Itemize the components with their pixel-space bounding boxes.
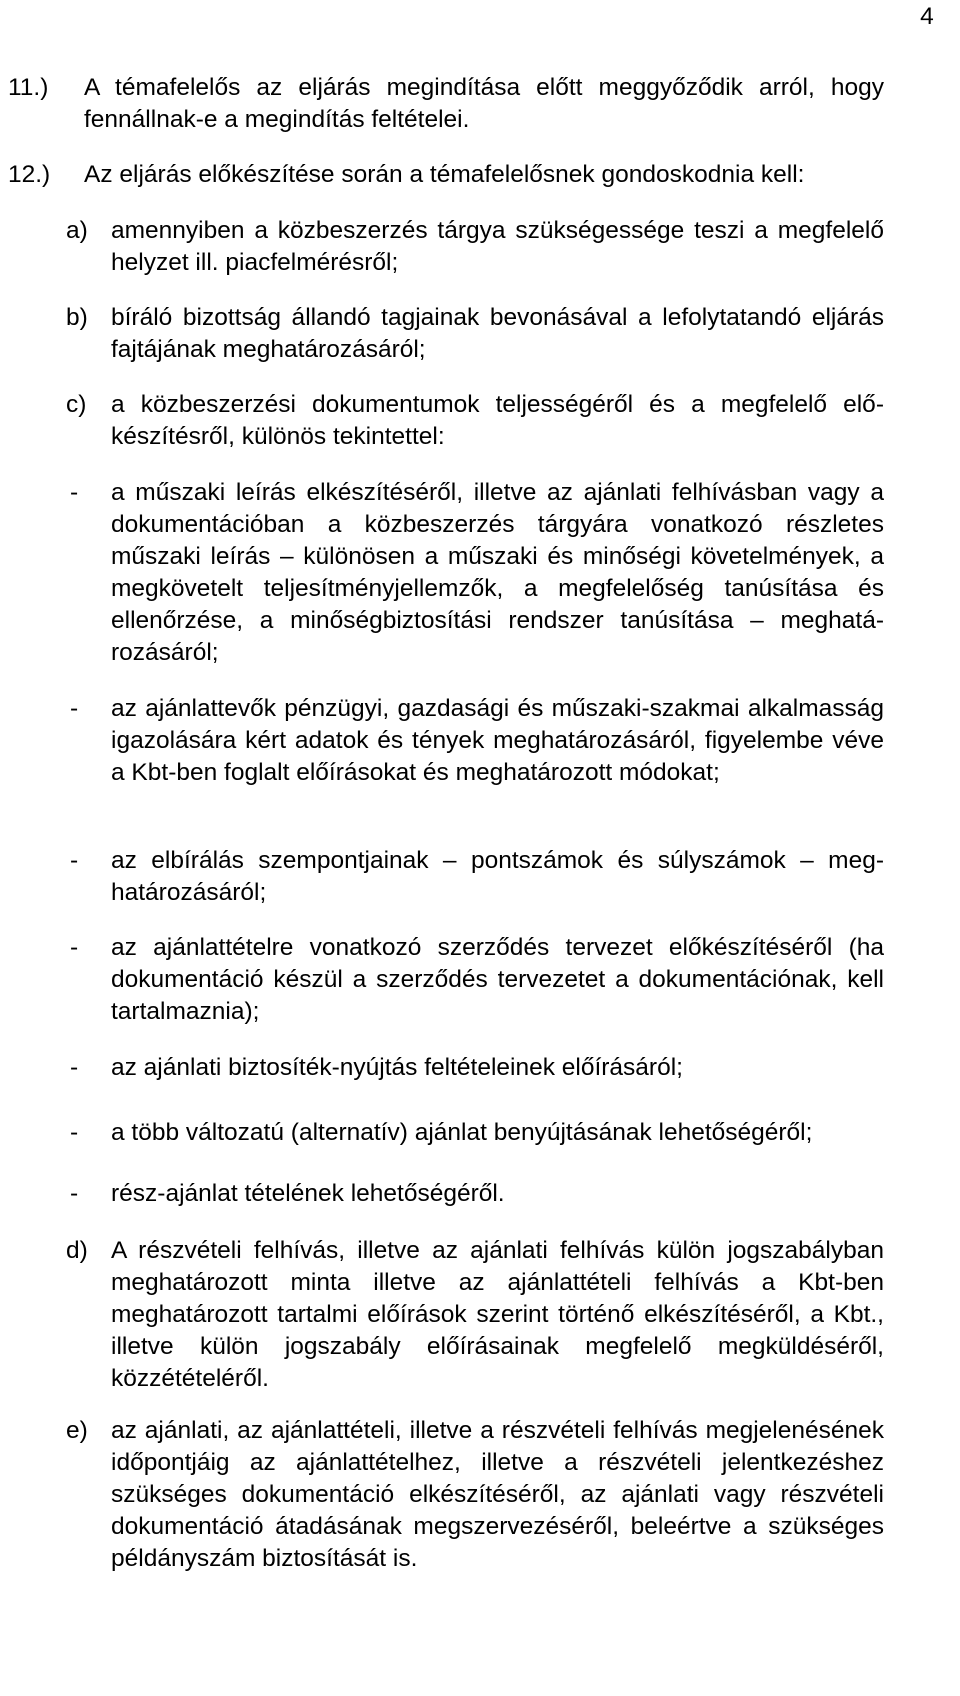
item-text: az elbírálás szempontjainak – pontszámok és súlyszámok – meghatározásáról; <box>111 847 884 906</box>
item-marker: c) <box>66 391 87 418</box>
page-number: 4 <box>920 3 934 30</box>
item-text: az ajánlati biztosíték-nyújtás feltételeinek előírásáról; <box>111 1054 683 1081</box>
item-text: A részvételi felhívás, illetve az ajánlati felhívás külön jogszabályban meghatározott minta illetve az ajánlattételi felhívás a Kbt-ben meghatározott tartalmi előírások szerint történő elkészítéséről, a Kbt., illetve külön jogszabály előírásainak megfelelő megküldéséről, közzétételéről. <box>111 1237 884 1392</box>
item-marker: e) <box>66 1417 88 1444</box>
item-text: rész-ajánlat tételének lehetőségéről. <box>111 1180 505 1207</box>
item-marker: a) <box>66 217 88 244</box>
item-marker: 12.) <box>8 161 51 188</box>
item-text: bíráló bizottság állandó tagjainak bevonásával a lefolytatandó eljárás fajtájának meghatározásáról; <box>111 304 884 363</box>
item-marker: - <box>70 479 79 506</box>
item-marker: - <box>70 847 79 874</box>
item-text: a közbeszerzési dokumentumok teljességéről és a megfelelő előkészítésről, különös tekintettel: <box>111 391 884 450</box>
item-marker: 11.) <box>8 74 49 101</box>
item-marker: b) <box>66 304 88 331</box>
item-marker: - <box>70 1119 79 1146</box>
item-text: a több változatú (alternatív) ajánlat benyújtásának lehetőségéről; <box>111 1119 813 1146</box>
item-text: Az eljárás előkészítése során a témafelelősnek gondoskodnia kell: <box>84 161 805 188</box>
item-marker: - <box>70 1054 79 1081</box>
item-text: az ajánlattételre vonatkozó szerződés tervezet előkészítéséről (ha dokumentáció készül a szerződés tervezetet a dokumentációnak, kell tartalmaznia); <box>111 934 884 1025</box>
item-marker: d) <box>66 1237 88 1264</box>
item-marker: - <box>70 934 79 961</box>
item-marker: - <box>70 1180 79 1207</box>
item-text: amennyiben a közbeszerzés tárgya szükségessége teszi a megfelelő helyzet ill. piacfelmérésről; <box>111 217 884 276</box>
item-marker: - <box>70 695 79 722</box>
item-text: az ajánlattevők pénzügyi, gazdasági és műszaki-szakmai alkalmasság igazolására kért adatok és tények meghatározásáról, figyelembe véve a Kbt-ben foglalt előírásokat és meghatározott módokat; <box>111 695 884 786</box>
item-text: a műszaki leírás elkészítéséről, illetve az ajánlati felhívásban vagy a dokumentációban a közbeszerzés tárgyára vonatkozó részletes műszaki leírás – különösen a műszaki és minőségi követelmények, a megkövetelt teljesítményjellemzők, a megfelelőség tanúsítása és ellenőrzése, a minőségbiztosítási rendszer tanúsítása – meghatározásáról; <box>111 479 884 666</box>
item-text: A témafelelős az eljárás megindítása előtt meggyőződik arról, hogy fennállnak-e a megindítás feltételei. <box>84 74 884 133</box>
item-text: az ajánlati, az ajánlattételi, illetve a részvételi felhívás megjelenésének időpontjáig az ajánlattételhez, illetve a részvételi jelentkezéshez szükséges dokumentáció elkészítéséről, az ajánlati vagy részvételi dokumentáció átadásának megszervezéséről, beleértve a szükséges példányszám biztosítását is. <box>111 1417 884 1572</box>
